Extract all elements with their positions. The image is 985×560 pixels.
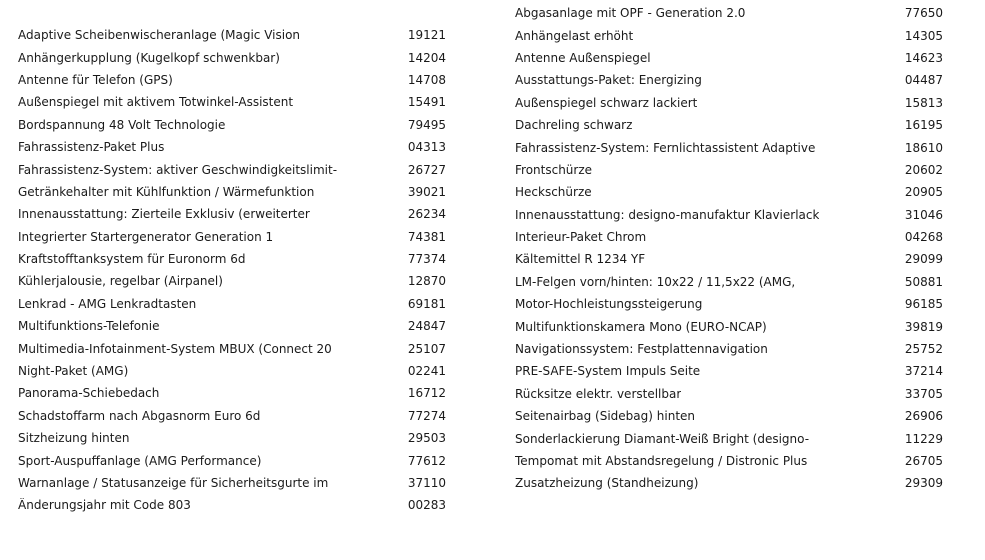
equipment-row [18, 360, 446, 382]
equipment-name: Navigationssystem: Festplattennavigation [515, 342, 768, 357]
equipment-name: Zusatzheizung (Standheizung) [515, 476, 699, 491]
equipment-name: Motor-Hochleistungssteigerung [515, 297, 703, 312]
equipment-code: 29099 [904, 252, 943, 267]
equipment-row [18, 91, 446, 113]
equipment-code: 26705 [904, 454, 943, 468]
equipment-code: 18610 [904, 140, 943, 155]
equipment-row [515, 450, 943, 472]
equipment-code: 26234 [407, 207, 446, 222]
equipment-code: 37110 [407, 476, 446, 490]
equipment-row [18, 69, 446, 91]
equipment-name: Außenspiegel schwarz lackiert [515, 95, 698, 110]
equipment-row [515, 271, 943, 293]
equipment-code: 31046 [904, 207, 943, 222]
equipment-row [18, 472, 446, 494]
equipment-code: 77274 [407, 408, 446, 423]
equipment-row [18, 248, 446, 270]
equipment-row [515, 427, 943, 449]
equipment-row [515, 405, 943, 427]
equipment-name: Heckschürze [515, 185, 592, 200]
equipment-row [18, 382, 446, 404]
equipment-code: 37214 [904, 364, 943, 379]
equipment-name: Sport-Auspuffanlage (AMG Performance) [18, 453, 262, 468]
equipment-code: 04313 [407, 140, 446, 155]
equipment-name: Warnanlage / Statusanzeige für Sicherheitsgurte im [18, 476, 329, 490]
equipment-name: Adaptive Scheibenwischeranlage (Magic Vision [18, 28, 301, 43]
equipment-row [18, 427, 446, 449]
equipment-row [18, 405, 446, 427]
equipment-row [515, 69, 943, 91]
equipment-row [18, 494, 446, 516]
equipment-code: 16712 [407, 386, 446, 401]
equipment-row [18, 24, 446, 46]
equipment-name: Panorama-Schiebedach [18, 386, 160, 401]
equipment-code: 04487 [904, 73, 943, 88]
equipment-code: 29309 [904, 476, 943, 491]
equipment-code: 04268 [904, 230, 943, 245]
equipment-row [18, 181, 446, 203]
equipment-row [515, 248, 943, 270]
equipment-code: 19121 [407, 28, 446, 43]
equipment-code: 20602 [904, 162, 943, 177]
equipment-code: 25107 [407, 341, 446, 356]
equipment-row [515, 159, 943, 181]
equipment-code: 25752 [904, 342, 943, 357]
equipment-code: 24847 [407, 319, 446, 334]
equipment-name: Antenne Außenspiegel [515, 50, 651, 65]
equipment-code: 79495 [407, 117, 446, 132]
equipment-name: Fahrassistenz-System: Fernlichtassistent Adaptive [515, 140, 816, 155]
equipment-name: Getränkehalter mit Kühlfunktion / Wärmefunktion [18, 184, 315, 199]
equipment-code: 39819 [904, 319, 943, 334]
equipment-row [515, 226, 943, 248]
equipment-name: Rücksitze elektr. verstellbar [515, 386, 682, 401]
equipment-code: 26906 [904, 409, 943, 424]
equipment-code: 69181 [407, 296, 446, 311]
equipment-name: Kühlerjalousie, regelbar (Airpanel) [18, 274, 223, 289]
equipment-name: Fahrassistenz-System: aktiver Geschwindigkeitslimit- [18, 162, 338, 177]
equipment-name: PRE-SAFE-System Impuls Seite [515, 364, 701, 379]
equipment-row [18, 449, 446, 471]
equipment-list-right [515, 2, 943, 495]
equipment-name: Interieur-Paket Chrom [515, 230, 647, 245]
equipment-code: 74381 [407, 229, 446, 244]
equipment-row [18, 337, 446, 359]
equipment-name: Night-Paket (AMG) [18, 364, 129, 379]
equipment-name: Lenkrad - AMG Lenkradtasten [18, 296, 197, 311]
equipment-row [515, 293, 943, 315]
equipment-name: Bordspannung 48 Volt Technologie [18, 117, 226, 132]
equipment-code: 14305 [904, 28, 943, 43]
equipment-row [18, 315, 446, 337]
equipment-code: 29503 [407, 431, 446, 446]
equipment-row [515, 338, 943, 360]
equipment-row [18, 226, 446, 248]
equipment-name: Kraftstofftanksystem für Euronorm 6d [18, 252, 246, 267]
equipment-name: Außenspiegel mit aktivem Totwinkel-Assistent [18, 95, 294, 110]
equipment-name: Sonderlackierung Diamant-Weiß Bright (designo- [515, 431, 810, 446]
equipment-code: 33705 [904, 386, 943, 401]
equipment-code: 12870 [407, 274, 446, 289]
equipment-name: Antenne für Telefon (GPS) [18, 72, 173, 87]
equipment-code: 14708 [407, 72, 446, 87]
equipment-name: Anhängelast erhöht [515, 28, 634, 43]
equipment-name: Multifunktionskamera Mono (EURO-NCAP) [515, 319, 767, 334]
equipment-code: 00283 [407, 498, 446, 513]
equipment-row [18, 293, 446, 315]
equipment-row [18, 46, 446, 68]
equipment-name: Anhängerkupplung (Kugelkopf schwenkbar) [18, 50, 280, 65]
equipment-name: Ausstattungs-Paket: Energizing [515, 73, 702, 88]
equipment-row [18, 136, 446, 158]
equipment-code: 20905 [904, 185, 943, 200]
equipment-name: Änderungsjahr mit Code 803 [18, 498, 191, 513]
equipment-code: 77374 [407, 252, 446, 267]
equipment-code: 15813 [904, 95, 943, 110]
equipment-name: Schadstoffarm nach Abgasnorm Euro 6d [18, 408, 261, 423]
equipment-code: 39021 [407, 184, 446, 199]
equipment-code: 15491 [407, 95, 446, 110]
equipment-name: Sitzheizung hinten [18, 431, 130, 446]
equipment-code: 50881 [904, 274, 943, 289]
equipment-row [515, 24, 943, 46]
equipment-name: Frontschürze [515, 162, 593, 177]
equipment-code: 14204 [407, 50, 446, 65]
equipment-code: 26727 [407, 162, 446, 177]
equipment-row [515, 47, 943, 69]
equipment-row [515, 114, 943, 136]
equipment-row [18, 114, 446, 136]
equipment-row [18, 270, 446, 292]
equipment-name: Multifunktions-Telefonie [18, 319, 160, 334]
equipment-row [515, 383, 943, 405]
equipment-row [515, 315, 943, 337]
equipment-code: 14623 [904, 50, 943, 65]
equipment-name: Dachreling schwarz [515, 118, 633, 133]
equipment-row [18, 158, 446, 180]
equipment-name: Innenausstattung: Zierteile Exklusiv (erweiterter [18, 207, 310, 222]
equipment-code: 11229 [904, 431, 943, 446]
equipment-row [515, 472, 943, 494]
equipment-row [515, 2, 943, 24]
equipment-row [515, 136, 943, 158]
equipment-name: Abgasanlage mit OPF - Generation 2.0 [515, 6, 746, 21]
equipment-row [515, 204, 943, 226]
equipment-name: Tempomat mit Abstandsregelung / Distronic Plus [515, 454, 808, 468]
equipment-list-left [18, 24, 446, 517]
equipment-name: Kältemittel R 1234 YF [515, 252, 646, 267]
equipment-name: Seitenairbag (Sidebag) hinten [515, 409, 696, 424]
equipment-name: Multimedia-Infotainment-System MBUX (Connect 20 [18, 341, 332, 356]
equipment-row [515, 92, 943, 114]
equipment-name: Innenausstattung: designo-manufaktur Klavierlack [515, 207, 820, 222]
equipment-code: 96185 [904, 297, 943, 312]
equipment-code: 77650 [904, 6, 943, 21]
equipment-code: 02241 [407, 364, 446, 379]
equipment-row [515, 181, 943, 203]
equipment-row [18, 203, 446, 225]
equipment-name: LM-Felgen vorn/hinten: 10x22 / 11,5x22 (AMG, [515, 274, 796, 289]
equipment-row [515, 360, 943, 382]
equipment-name: Integrierter Startergenerator Generation 1 [18, 229, 274, 244]
equipment-code: 77612 [407, 453, 446, 468]
equipment-name: Fahrassistenz-Paket Plus [18, 140, 165, 155]
equipment-code: 16195 [904, 118, 943, 133]
